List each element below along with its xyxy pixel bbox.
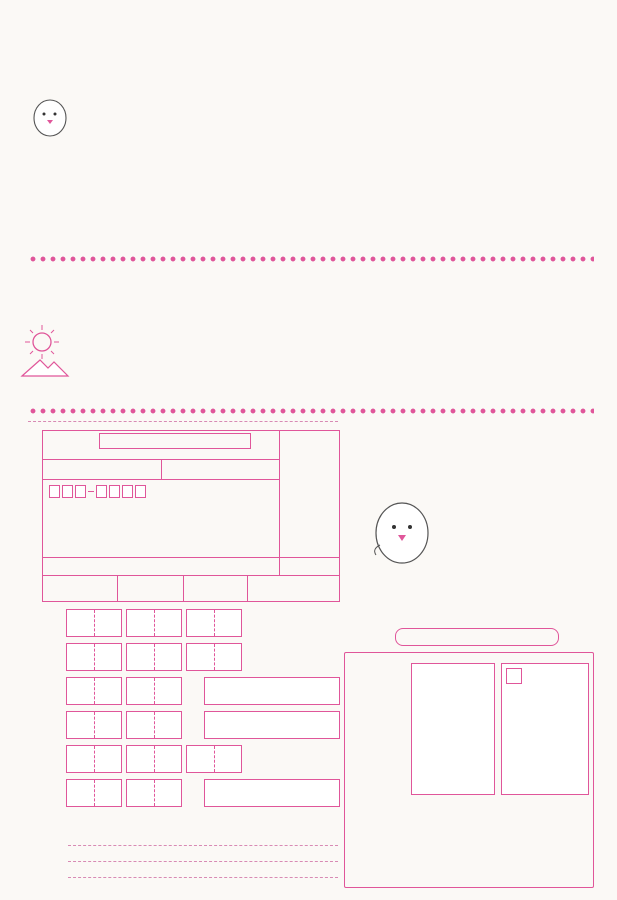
card-title — [99, 433, 251, 449]
q3-box-2[interactable] — [126, 677, 182, 705]
cut-line — [28, 421, 338, 422]
q4-box-2[interactable] — [126, 711, 182, 739]
q7-free-text[interactable] — [68, 831, 338, 887]
postcard-front — [501, 663, 589, 795]
q5-box-2[interactable] — [126, 745, 182, 773]
q4-free-text[interactable] — [204, 711, 340, 739]
q3-box-1[interactable] — [66, 677, 122, 705]
chick-icon — [30, 96, 70, 140]
postcard-instructions — [344, 652, 594, 888]
q1-box-3[interactable] — [186, 609, 242, 637]
postcard-back — [411, 663, 495, 795]
q2-box-1[interactable] — [66, 643, 122, 671]
stamp-box — [506, 668, 522, 684]
sun-mountain-icon — [20, 320, 70, 378]
q1-box-1[interactable] — [66, 609, 122, 637]
q5-box-3[interactable] — [186, 745, 242, 773]
q5-box-1[interactable] — [66, 745, 122, 773]
q6-free-text[interactable] — [204, 779, 340, 807]
postcard-heading — [395, 628, 559, 646]
dotted-border — [28, 406, 594, 416]
q6-box-2[interactable] — [126, 779, 182, 807]
dotted-border — [28, 254, 594, 264]
q3-free-text[interactable] — [204, 677, 340, 705]
q2-box-3[interactable] — [186, 643, 242, 671]
q2-box-2[interactable] — [126, 643, 182, 671]
postal-code-field[interactable] — [49, 485, 146, 498]
q4-box-1[interactable] — [66, 711, 122, 739]
chick-icon — [370, 495, 436, 571]
q6-box-1[interactable] — [66, 779, 122, 807]
questionnaire-card — [42, 430, 340, 602]
q1-box-2[interactable] — [126, 609, 182, 637]
